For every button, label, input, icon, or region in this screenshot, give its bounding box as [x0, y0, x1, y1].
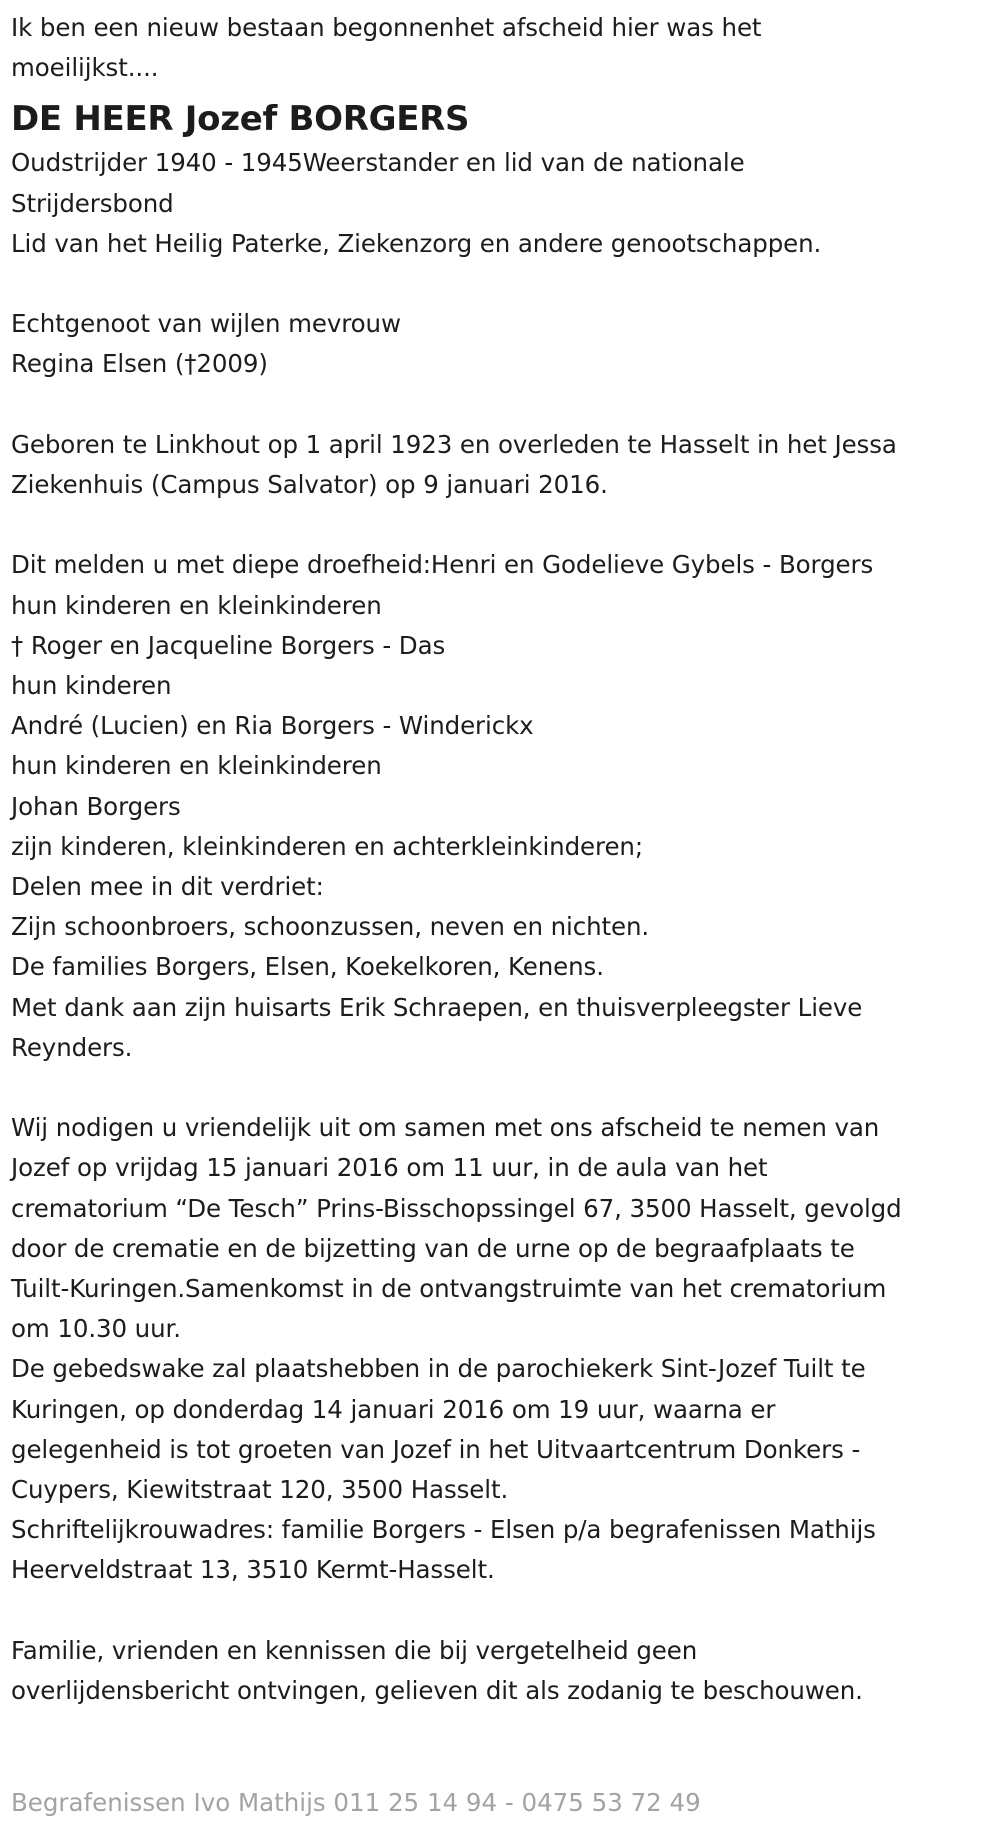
closing-section [11, 1631, 990, 1711]
family-line: Met dank aan zijn huisarts Erik Schraepen, en thuisverpleegster Lieve [11, 992, 863, 1022]
funeral-home-footer: Begrafenissen Ivo Mathijs 011 25 14 94 - 0475 53 72 49 [11, 1788, 701, 1817]
family-line: Reynders. [11, 1032, 133, 1062]
titles-line: Strijdersbond [11, 188, 174, 218]
family-line: hun kinderen [11, 671, 172, 700]
ceremony-line: Tuilt-Kuringen.Samenkomst in de ontvangstruimte van het crematorium [11, 1274, 887, 1304]
titles-line: Lid van het Heilig Paterke, Ziekenzorg en andere genootschappen. [11, 228, 822, 258]
ceremony-line: gelegenheid is tot groeten van Jozef in het Uitvaartcentrum Donkers - [11, 1434, 861, 1464]
paragraph-gap [11, 385, 990, 425]
family-line: De families Borgers, Elsen, Koekelkoren, Kenens. [11, 952, 604, 982]
family-line: Zijn schoonbroers, schoonzussen, neven en nichten. [11, 912, 650, 942]
ceremony-line: Jozef op vrijdag 15 januari 2016 om 11 uur, in de aula van het [11, 1153, 768, 1183]
birth-death-section [11, 425, 990, 505]
spouse-line: Echtgenoot van wijlen mevrouw [11, 309, 401, 339]
titles-line: Oudstrijder 1940 - 1945Weerstander en lid van de nationale [11, 148, 745, 178]
ceremony-line: Cuypers, Kiewitstraat 120, 3500 Hasselt. [11, 1475, 509, 1505]
paragraph-gap [11, 1591, 990, 1631]
family-line: † Roger en Jacqueline Borgers - Das [11, 630, 446, 660]
family-line: Johan Borgers [11, 791, 181, 821]
family-line: Delen mee in dit verdriet: [11, 872, 324, 902]
spouse-section [11, 304, 990, 384]
ceremony-line: De gebedswake zal plaatshebben in de parochiekerk Sint-Jozef Tuilt te [11, 1354, 866, 1384]
deceased-name-title: DE HEER Jozef BORGERS [11, 99, 470, 140]
family-section [11, 545, 990, 1068]
titles-section [11, 143, 990, 264]
ceremony-line: Wij nodigen u vriendelijk uit om samen met ons afscheid te nemen van [11, 1113, 880, 1143]
closing-line: overlijdensbericht ontvingen, gelieven dit als zodanig te beschouwen. [11, 1676, 863, 1706]
intro-quote [11, 8, 990, 88]
birth-death-line: Ziekenhuis (Campus Salvator) op 9 januari 2016. [11, 470, 608, 499]
family-line: zijn kinderen, kleinkinderen en achterkleinkinderen; [11, 831, 644, 861]
family-line: André (Lucien) en Ria Borgers - Winderickx [11, 711, 534, 741]
paragraph-gap [11, 1068, 990, 1108]
paragraph-gap [11, 505, 990, 545]
intro-line: moeilijkst.... [11, 53, 159, 83]
family-line: Dit melden u met diepe droefheid:Henri en Godelieve Gybels - Borgers [11, 550, 874, 580]
ceremony-line: om 10.30 uur. [11, 1314, 181, 1344]
ceremony-line: Heerveldstraat 13, 3510 Kermt-Hasselt. [11, 1555, 495, 1585]
ceremony-line: Schriftelijkrouwadres: familie Borgers - Elsen p/a begrafenissen Mathijs [11, 1515, 876, 1545]
birth-death-line: Geboren te Linkhout op 1 april 1923 en overleden te Hasselt in het Jessa [11, 429, 897, 459]
ceremony-section [11, 1108, 990, 1590]
ceremony-line: door de crematie en de bijzetting van de urne op de begraafplaats te [11, 1233, 855, 1263]
paragraph-gap [11, 264, 990, 304]
family-line: hun kinderen en kleinkinderen [11, 590, 382, 620]
ceremony-line: Kuringen, op donderdag 14 januari 2016 om 19 uur, waarna er [11, 1394, 776, 1424]
spouse-line: Regina Elsen (†2009) [11, 349, 268, 379]
ceremony-line: crematorium “De Tesch” Prins-Bisschopssingel 67, 3500 Hasselt, gevolgd [11, 1193, 902, 1223]
intro-line: Ik ben een nieuw bestaan begonnenhet afscheid hier was het [11, 13, 762, 42]
closing-line: Familie, vrienden en kennissen die bij vergetelheid geen [11, 1635, 698, 1665]
family-line: hun kinderen en kleinkinderen [11, 751, 382, 781]
